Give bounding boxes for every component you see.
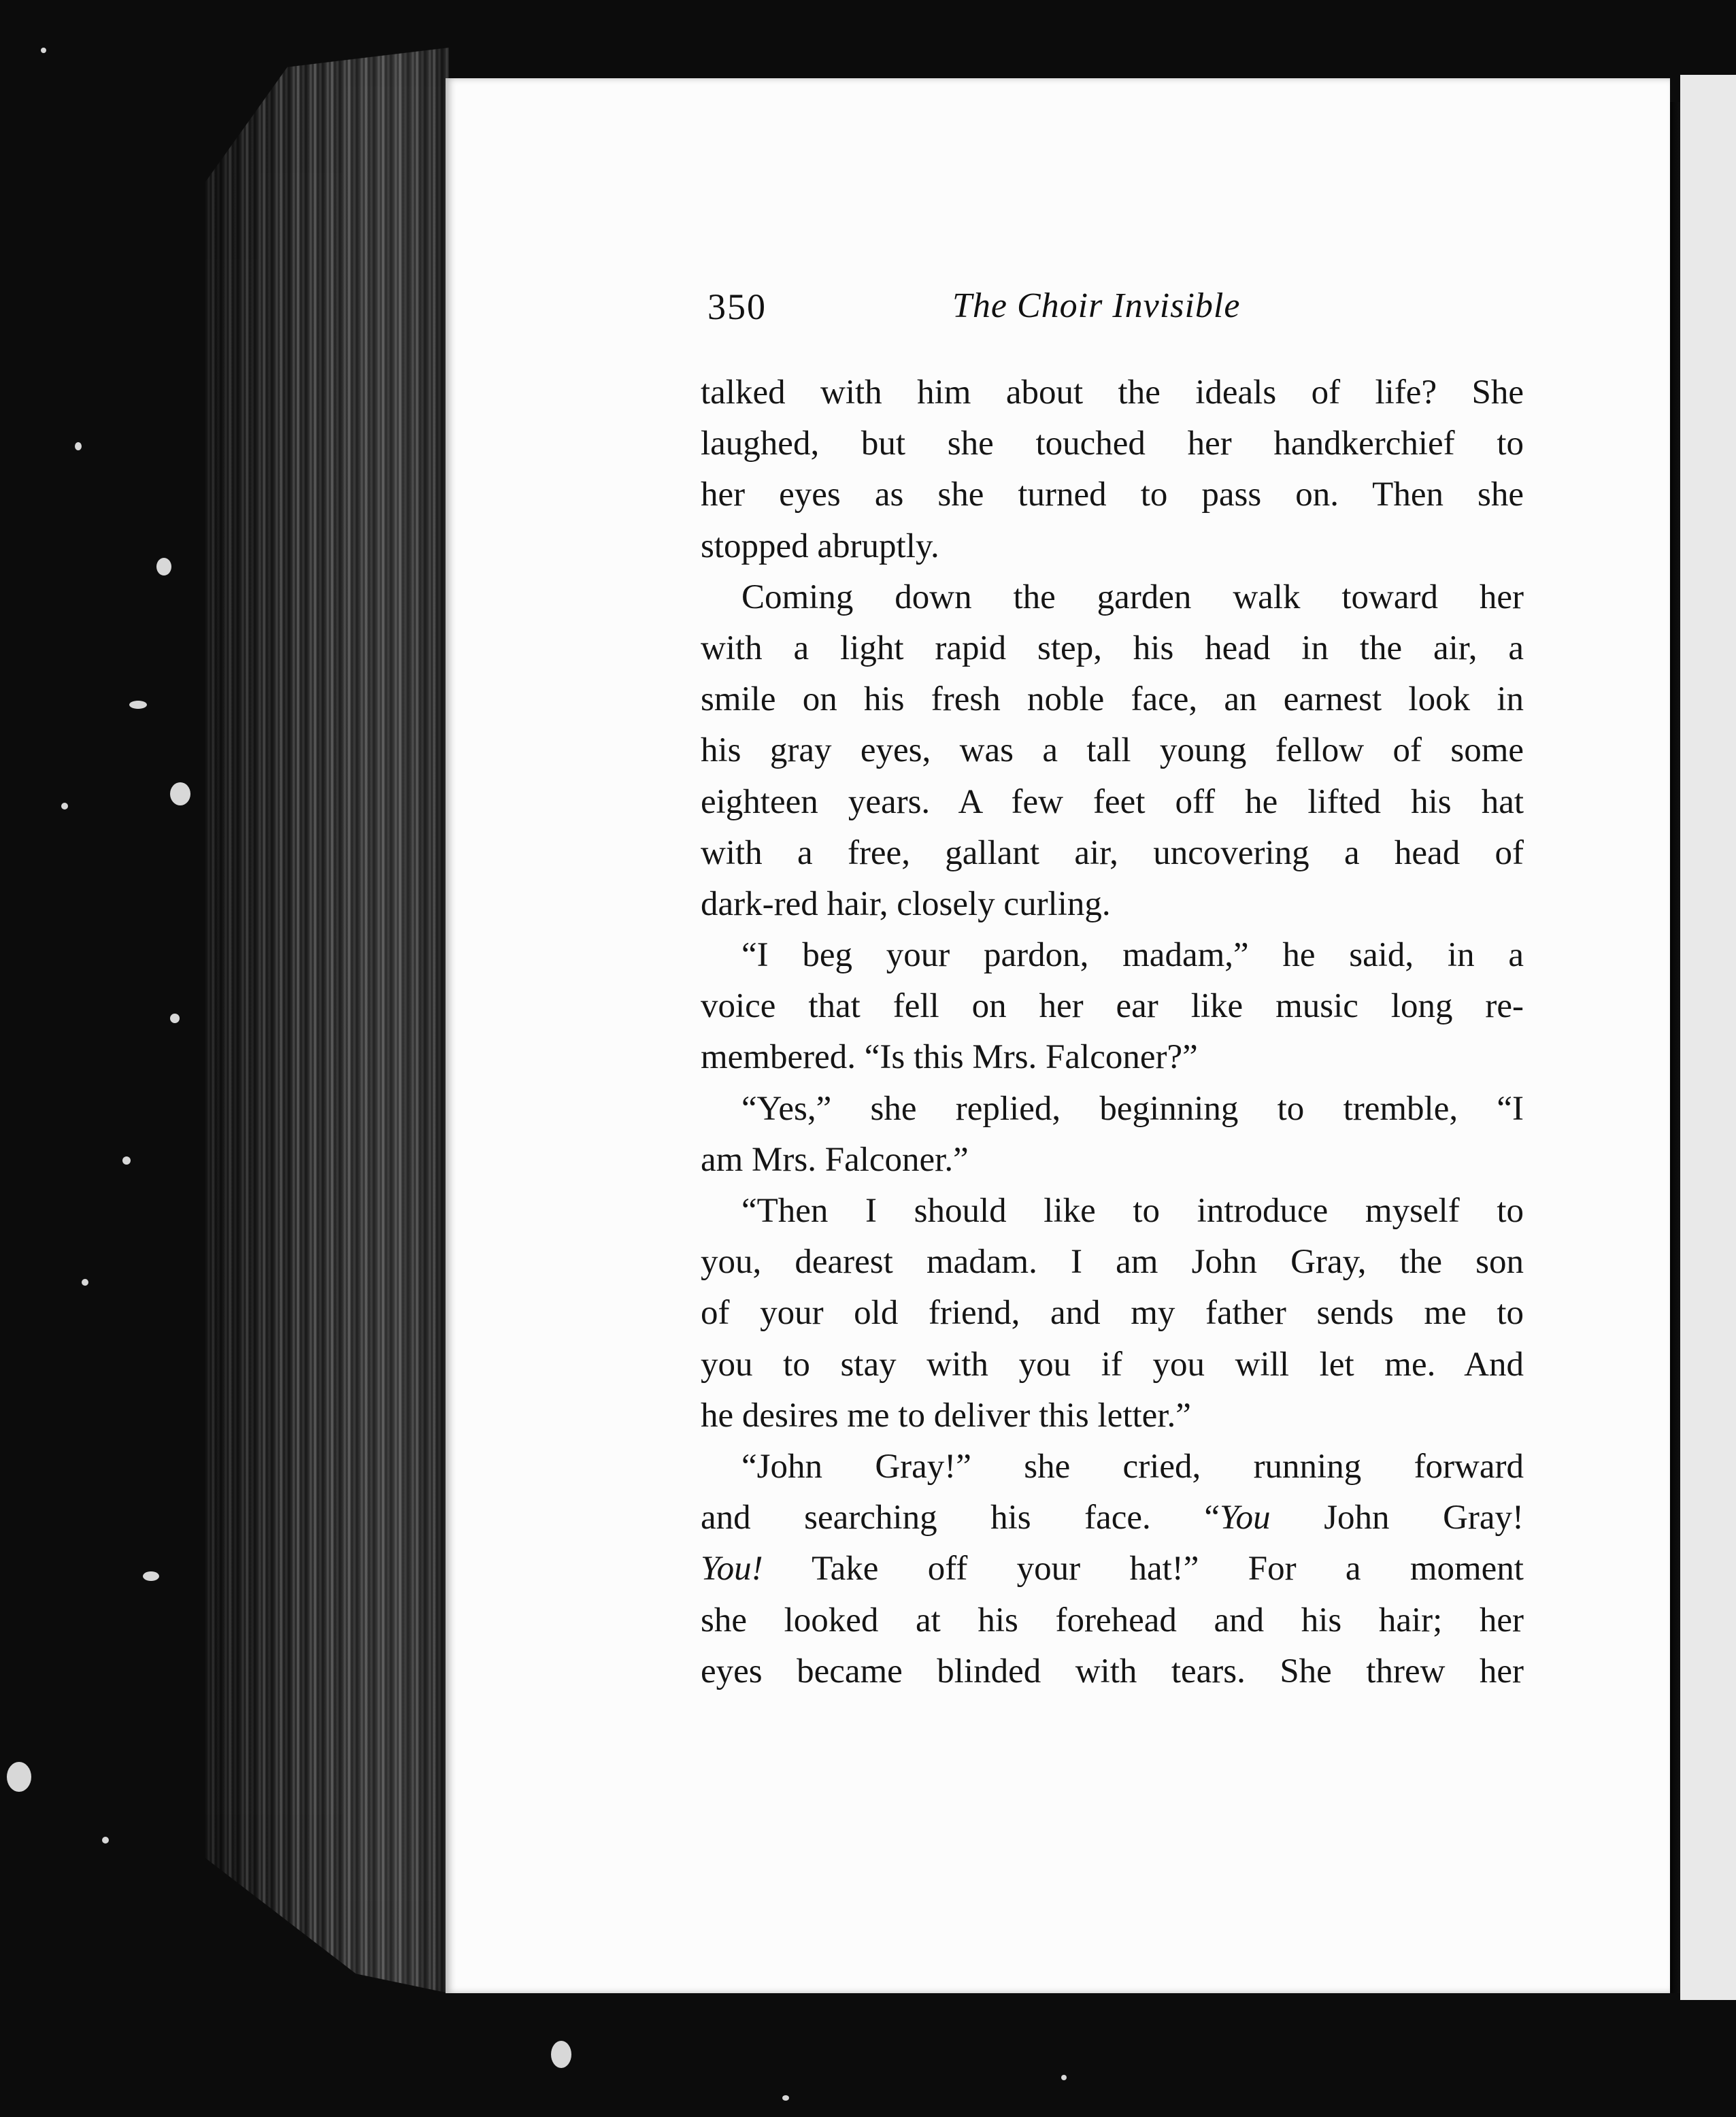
speck	[7, 1762, 31, 1792]
body-text	[701, 367, 1524, 1697]
italic-run: You!	[701, 1550, 763, 1588]
text-line: she looked at his forehead and his hair; her	[701, 1601, 1524, 1639]
speck	[1061, 2075, 1067, 2080]
text-line: he desires me to deliver this letter.”	[701, 1396, 1191, 1435]
text-line: laughed, but she touched her handkerchief to	[701, 424, 1524, 463]
next-page-edge	[1680, 75, 1736, 2000]
text-line: smile on his fresh noble face, an earnest look in	[701, 680, 1524, 719]
speck	[122, 1156, 131, 1165]
page-number: 350	[707, 286, 767, 327]
speck	[551, 2041, 571, 2068]
speck	[129, 701, 147, 709]
text-line: his gray eyes, was a tall young fellow of some	[701, 731, 1524, 770]
speck	[102, 1837, 109, 1844]
text-line: “Yes,” she replied, beginning to tremble, “I	[741, 1089, 1524, 1128]
text-line-mixed	[701, 1493, 1524, 1544]
speck	[61, 803, 68, 810]
text-line: her eyes as she turned to pass on. Then she	[701, 476, 1524, 514]
speck	[82, 1279, 88, 1286]
speck	[75, 442, 82, 450]
speck	[143, 1571, 159, 1581]
text-line-mixed	[701, 1544, 1524, 1595]
text-line: stopped abruptly.	[701, 527, 939, 565]
text-line: “Then I should like to introduce myself to	[741, 1192, 1524, 1230]
text-line: talked with him about the ideals of life? She	[701, 373, 1524, 412]
text-line: am Mrs. Falconer.”	[701, 1140, 969, 1179]
text-line: “I beg your pardon, madam,” he said, in a	[741, 936, 1524, 975]
text-run: John Gray!	[1324, 1499, 1524, 1537]
book-page-edges	[204, 48, 449, 1993]
running-header	[707, 286, 1299, 333]
text-line: eighteen years. A few feet off he lifted his hat	[701, 782, 1524, 821]
text-line: of your old friend, and my father sends me to	[701, 1294, 1524, 1333]
italic-run: You	[1219, 1499, 1271, 1537]
text-run: and searching his face.	[701, 1499, 1151, 1537]
text-line: eyes became blinded with tears. She threw her	[701, 1652, 1524, 1690]
text-line: with a free, gallant air, uncovering a head of	[701, 833, 1524, 872]
text-line: membered. “Is this Mrs. Falconer?”	[701, 1038, 1198, 1077]
text-line: voice that fell on her ear like music long re-	[701, 987, 1524, 1026]
text-line: with a light rapid step, his head in the air, a	[701, 629, 1524, 667]
speck	[41, 48, 46, 53]
running-title: The Choir Invisible	[952, 286, 1241, 325]
speck	[170, 782, 190, 805]
text-run: “	[1204, 1499, 1220, 1537]
text-line: Coming down the garden walk toward her	[741, 578, 1524, 616]
text-line: “John Gray!” she cried, running forward	[741, 1447, 1524, 1486]
text-line: dark-red hair, closely curling.	[701, 884, 1111, 923]
speck	[782, 2095, 789, 2101]
text-line: you to stay with you if you will let me. And	[701, 1345, 1524, 1384]
speck	[156, 558, 171, 576]
speck	[170, 1014, 180, 1023]
text-line: you, dearest madam. I am John Gray, the son	[701, 1243, 1524, 1282]
text-run: Take off your hat!” For a moment	[812, 1550, 1524, 1588]
